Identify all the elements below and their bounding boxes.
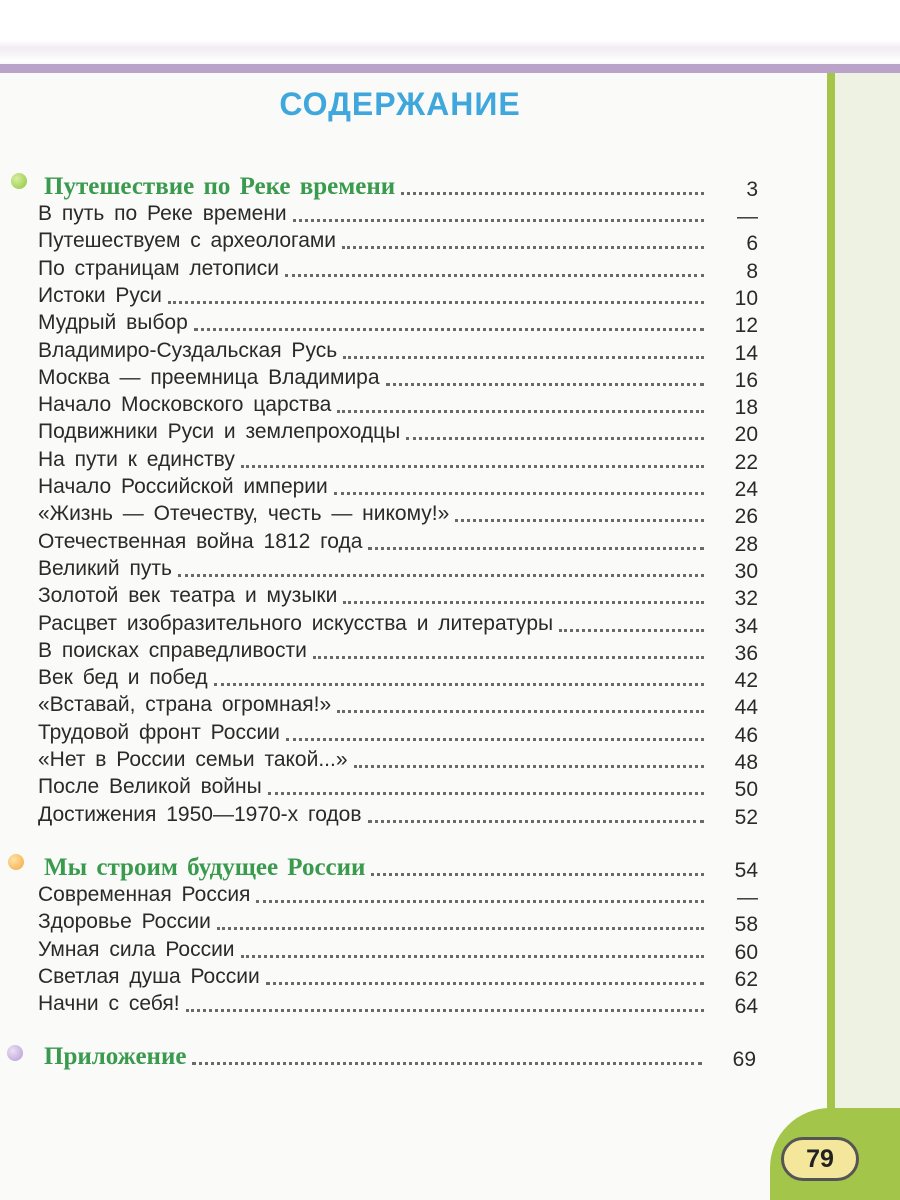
entry-title: На пути к единству bbox=[38, 448, 235, 471]
toc-entry-row bbox=[38, 963, 758, 990]
toc-entry-row bbox=[38, 936, 758, 963]
page-reference: 44 bbox=[734, 696, 758, 719]
entry-title: Умная сила России bbox=[38, 938, 235, 961]
entry-title: После Великой войны bbox=[38, 775, 262, 798]
page-reference: 69 bbox=[732, 1048, 756, 1071]
entry-title: Здоровье России bbox=[38, 910, 211, 933]
entry-title: Великий путь bbox=[38, 557, 172, 580]
page-reference: 32 bbox=[734, 587, 758, 610]
section-title: Приложение bbox=[44, 1043, 187, 1070]
toc-entry-row bbox=[38, 582, 758, 609]
dot-leader bbox=[337, 710, 704, 713]
toc-entry-row bbox=[38, 908, 758, 935]
entry-title: В путь по Реке времени bbox=[38, 202, 287, 225]
section-bullet-green-icon bbox=[11, 173, 27, 189]
margin-strip bbox=[834, 73, 900, 1200]
page-reference: 6 bbox=[746, 232, 758, 255]
entry-title: «Нет в России семьи такой...» bbox=[38, 748, 348, 771]
entry-title: «Вставай, страна огромная!» bbox=[38, 693, 332, 716]
dot-leader bbox=[217, 927, 704, 930]
entry-title: Истоки Руси bbox=[38, 284, 162, 307]
margin-line bbox=[827, 73, 835, 1138]
dot-leader bbox=[368, 820, 704, 823]
entry-title: Трудовой фронт России bbox=[38, 721, 280, 744]
page-reference: 60 bbox=[734, 941, 758, 964]
toc-entry-row bbox=[38, 801, 758, 828]
page-reference: 10 bbox=[734, 287, 758, 310]
page-reference: 54 bbox=[734, 859, 758, 882]
entry-title: Путешествуем с археологами bbox=[38, 229, 337, 252]
page-reference: 34 bbox=[734, 615, 758, 638]
page-reference: 50 bbox=[734, 778, 758, 801]
dot-leader bbox=[268, 792, 704, 795]
entry-title: В поисках справедливости bbox=[38, 639, 307, 662]
section-heading-row bbox=[44, 854, 758, 881]
page-reference: 52 bbox=[734, 806, 758, 829]
page-title: СОДЕРЖАНИЕ bbox=[279, 86, 521, 122]
dot-leader bbox=[313, 656, 704, 659]
page-reference: 46 bbox=[734, 724, 758, 747]
dot-leader bbox=[343, 356, 704, 359]
dot-leader bbox=[241, 955, 704, 958]
entry-title: Начни с себя! bbox=[38, 992, 180, 1015]
toc-entry-row bbox=[38, 500, 758, 527]
dot-leader bbox=[559, 629, 704, 632]
page-reference: 16 bbox=[734, 369, 758, 392]
entry-title: Москва — преемница Владимира bbox=[38, 366, 380, 389]
entry-title: Достижения 1950—1970-х годов bbox=[38, 803, 362, 826]
entry-title: Расцвет изобразительного искусства и литературы bbox=[38, 612, 554, 635]
dot-leader bbox=[285, 274, 704, 277]
page-reference: 48 bbox=[734, 751, 758, 774]
dot-leader bbox=[401, 192, 704, 195]
dot-leader bbox=[168, 301, 704, 304]
page-top-band bbox=[0, 0, 900, 62]
page-reference: 20 bbox=[734, 423, 758, 446]
dot-leader bbox=[256, 900, 704, 903]
entry-title: По страницам летописи bbox=[38, 257, 280, 280]
toc-entry-row bbox=[38, 637, 758, 664]
page-reference: 36 bbox=[734, 642, 758, 665]
dot-leader bbox=[186, 1009, 704, 1012]
toc-entry-row bbox=[38, 364, 758, 391]
entry-title: Золотой век театра и музыки bbox=[38, 584, 338, 607]
section-heading-row bbox=[44, 173, 758, 200]
dot-leader bbox=[214, 683, 704, 686]
toc-entry-row bbox=[38, 227, 758, 254]
entry-title: «Жизнь — Отечеству, честь — никому!» bbox=[38, 502, 450, 525]
page-reference: 24 bbox=[734, 478, 758, 501]
page-reference: 30 bbox=[734, 560, 758, 583]
page-reference: 64 bbox=[734, 995, 758, 1018]
toc-entry-row bbox=[38, 773, 758, 800]
section-title: Путешествие по Реке времени bbox=[44, 173, 396, 200]
page-reference: 12 bbox=[734, 314, 758, 337]
toc-entry-row bbox=[38, 555, 758, 582]
dot-leader bbox=[342, 246, 704, 249]
toc-entry-row bbox=[38, 528, 758, 555]
page-reference: 14 bbox=[734, 342, 758, 365]
page-reference: 28 bbox=[734, 533, 758, 556]
page-reference: — bbox=[737, 205, 758, 228]
dot-leader bbox=[406, 437, 704, 440]
dot-leader bbox=[241, 465, 704, 468]
section-bullet-violet-icon bbox=[7, 1045, 23, 1061]
dot-leader bbox=[266, 982, 704, 985]
page-reference: 18 bbox=[734, 396, 758, 419]
section-heading-row bbox=[44, 1043, 756, 1070]
page-reference: 42 bbox=[734, 669, 758, 692]
toc-entry-row bbox=[38, 200, 758, 227]
dot-leader bbox=[354, 765, 704, 768]
toc-entry-row bbox=[38, 418, 758, 445]
dot-leader bbox=[194, 328, 704, 331]
page-reference: 58 bbox=[734, 913, 758, 936]
dot-leader bbox=[368, 547, 704, 550]
page-reference: 26 bbox=[734, 505, 758, 528]
toc-entry-row bbox=[38, 990, 758, 1017]
page-reference: 22 bbox=[734, 451, 758, 474]
toc-entry-row bbox=[38, 691, 758, 718]
dot-leader bbox=[334, 492, 704, 495]
toc-entry-row bbox=[38, 309, 758, 336]
entry-title: Начало Российской империи bbox=[38, 475, 328, 498]
toc-entry-row bbox=[38, 719, 758, 746]
dot-leader bbox=[386, 383, 704, 386]
page-reference: 62 bbox=[734, 968, 758, 991]
entry-title: Светлая душа России bbox=[38, 965, 260, 988]
dot-leader bbox=[343, 601, 704, 604]
entry-title: Век бед и побед bbox=[38, 666, 208, 689]
toc-entry-row bbox=[38, 664, 758, 691]
section-bullet-orange-icon bbox=[8, 854, 24, 870]
toc-entry-row bbox=[38, 881, 758, 908]
dot-leader bbox=[455, 519, 704, 522]
entry-title: Современная Россия bbox=[38, 883, 251, 906]
dot-leader bbox=[337, 410, 704, 413]
toc-entry-row bbox=[38, 746, 758, 773]
page-reference: 8 bbox=[746, 260, 758, 283]
entry-title: Начало Московского царства bbox=[38, 393, 332, 416]
dot-leader bbox=[286, 738, 704, 741]
dot-leader bbox=[293, 219, 704, 222]
page-reference: 3 bbox=[746, 178, 758, 201]
toc-entry-row bbox=[38, 282, 758, 309]
toc-entry-row bbox=[38, 337, 758, 364]
top-rule bbox=[0, 64, 900, 73]
toc-entry-row bbox=[38, 610, 758, 637]
toc-entry-row bbox=[38, 446, 758, 473]
entry-title: Мудрый выбор bbox=[38, 311, 188, 334]
page-reference: — bbox=[737, 886, 758, 909]
toc-entry-row bbox=[38, 391, 758, 418]
entry-title: Отечественная война 1812 года bbox=[38, 530, 363, 553]
toc-entry-row bbox=[38, 255, 758, 282]
page-number: 79 bbox=[781, 1137, 859, 1181]
toc-entry-row bbox=[38, 473, 758, 500]
entry-title: Подвижники Руси и землепроходцы bbox=[38, 420, 401, 443]
dot-leader bbox=[178, 574, 704, 577]
entry-title: Владимиро-Суздальская Русь bbox=[38, 339, 338, 362]
section-title: Мы строим будущее России bbox=[44, 854, 366, 881]
dot-leader bbox=[192, 1062, 702, 1065]
dot-leader bbox=[371, 873, 704, 876]
